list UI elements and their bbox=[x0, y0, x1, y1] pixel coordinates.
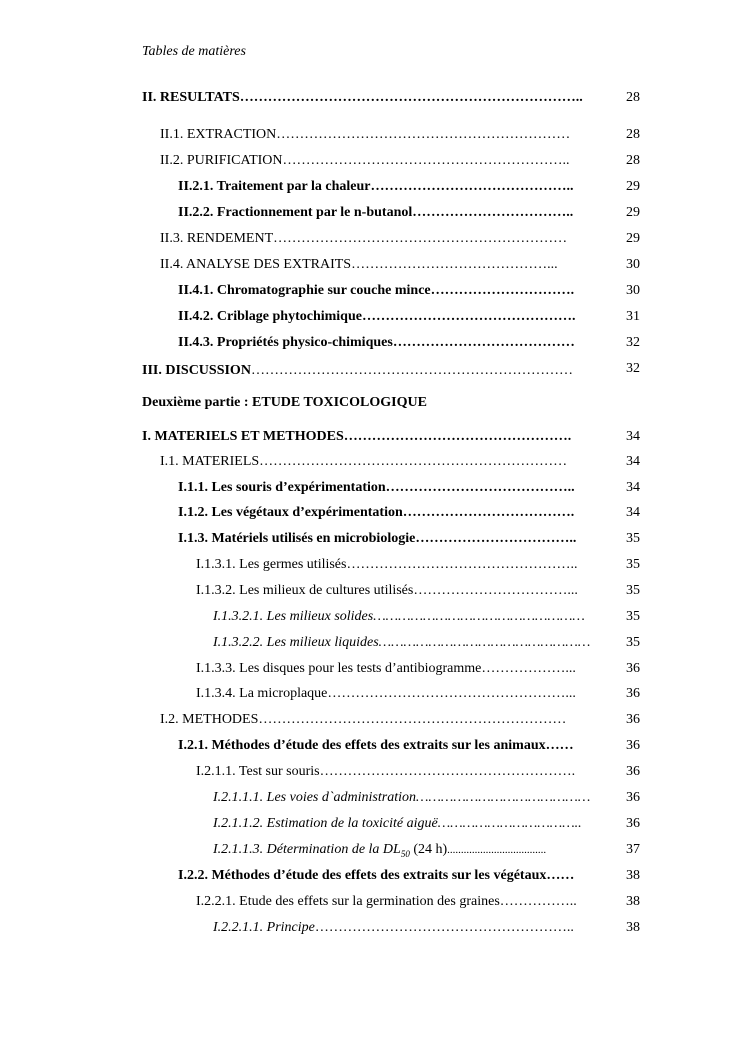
toc-entry bbox=[213, 608, 604, 626]
toc-entry-title: I.2.1. Méthodes d’étude des effets des extraits sur les animaux bbox=[178, 738, 546, 753]
toc-entry bbox=[178, 282, 604, 300]
toc-page-number: 36 bbox=[626, 816, 640, 831]
toc-entry-title: I.1.3.2.1. Les milieux solides bbox=[213, 609, 374, 624]
toc-entry-title: II.4.1. Chromatographie sur couche mince bbox=[178, 283, 431, 298]
toc-entry-leader: …………………………….. bbox=[415, 531, 577, 546]
toc-entry bbox=[178, 204, 604, 222]
toc-page-number: 34 bbox=[626, 429, 640, 444]
part-heading: Deuxième partie : ETUDE TOXICOLOGIQUE bbox=[142, 395, 427, 410]
toc-entry-leader: ……………………………………………... bbox=[327, 686, 576, 701]
toc-entry-title: II.4. ANALYSE DES EXTRAITS bbox=[160, 257, 352, 272]
toc-entry-title: II.1. EXTRACTION bbox=[160, 127, 277, 142]
toc-page-number: 28 bbox=[626, 153, 640, 168]
toc-entry-leader: ……………………………………………………… bbox=[276, 127, 571, 142]
toc-page-number: 35 bbox=[626, 609, 640, 624]
toc-entry-leader: .................................... bbox=[447, 844, 547, 856]
toc-entry-leader: …………….. bbox=[499, 894, 577, 909]
toc-entry-title: II.2. PURIFICATION bbox=[160, 153, 283, 168]
toc-entry-title-suffix: (24 h) bbox=[409, 842, 448, 857]
toc-entry-title: I.1.2. Les végétaux d’expérimentation bbox=[178, 505, 403, 520]
toc-page-number: 35 bbox=[626, 531, 640, 546]
toc-entry bbox=[178, 504, 604, 522]
toc-entry-title: I.2.1.1.1. Les voies d`administration bbox=[213, 790, 416, 805]
toc-entry bbox=[213, 634, 604, 652]
toc-entry-title: II.4.2. Criblage phytochimique bbox=[178, 309, 362, 324]
toc-page-number: 38 bbox=[626, 920, 640, 935]
toc-entry-leader: ………………………………. bbox=[402, 505, 575, 520]
toc-entry-title: I.1.3.1. Les germes utilisés bbox=[196, 557, 347, 572]
toc-page-number: 32 bbox=[626, 335, 640, 350]
toc-page-number: 38 bbox=[626, 894, 640, 909]
toc-entry-leader: …………………………….. bbox=[437, 816, 582, 831]
toc-page-number: 30 bbox=[626, 257, 640, 272]
toc-entry-leader: ………………………………….. bbox=[385, 480, 575, 495]
toc-entry bbox=[142, 362, 604, 380]
toc-entry-title: I.2.2. Méthodes d’étude des effets des extraits sur les végétaux bbox=[178, 868, 547, 883]
toc-page-number: 34 bbox=[626, 454, 640, 469]
toc-entry-leader: ………………………………………. bbox=[361, 309, 576, 324]
toc-entry bbox=[213, 919, 604, 937]
toc-entry bbox=[160, 453, 604, 471]
toc-entry-leader: ………………... bbox=[481, 661, 576, 676]
toc-entry-title: II.2.2. Fractionnement par le n-butanol bbox=[178, 205, 413, 220]
toc-entry-leader: ………………………………………………. bbox=[319, 764, 576, 779]
toc-entry-title: I.2.2.1. Etude des effets sur la germination des graines bbox=[196, 894, 500, 909]
toc-entry-leader: …………………………………………. bbox=[343, 429, 572, 444]
toc-entry-leader: …… bbox=[546, 868, 575, 883]
toc-entry bbox=[213, 789, 604, 807]
toc-entry-title: I.1.1. Les souris d’expérimentation bbox=[178, 480, 386, 495]
toc-entry bbox=[160, 152, 604, 170]
toc-page-number: 36 bbox=[626, 764, 640, 779]
toc-entry bbox=[196, 685, 604, 703]
toc-page-number: 37 bbox=[626, 842, 640, 857]
toc-entry bbox=[160, 230, 600, 248]
toc-entry bbox=[142, 89, 604, 107]
toc-entry-title: I.1. MATERIELS bbox=[160, 454, 260, 469]
toc-entry-title: I.1.3.3. Les disques pour les tests d’antibiogramme bbox=[196, 661, 482, 676]
toc-entry-leader: ……………………………... bbox=[413, 583, 578, 598]
toc-page-number: 34 bbox=[626, 480, 640, 495]
toc-entry-leader: …………………………………………… bbox=[378, 635, 591, 650]
toc-entry-title: II.3. RENDEMENT bbox=[160, 231, 274, 246]
toc-entry-title: I. MATERIELS ET METHODES bbox=[142, 429, 344, 444]
toc-entry-leader: ………………………………… bbox=[392, 335, 575, 350]
toc-page-number: 36 bbox=[626, 661, 640, 676]
toc-entry-title: I.2.2.1.1. Principe bbox=[213, 920, 315, 935]
toc-entry bbox=[196, 893, 604, 911]
toc-entry-leader: …………………………………………………….. bbox=[282, 153, 570, 168]
toc-entry bbox=[196, 556, 604, 574]
toc-entry-title: III. DISCUSSION bbox=[142, 363, 251, 378]
toc-entry bbox=[196, 582, 604, 600]
toc-page-number: 38 bbox=[626, 868, 640, 883]
toc-entry-leader: …………………………………….. bbox=[370, 179, 574, 194]
toc-entry-title: I.2.1.1.2. Estimation de la toxicité aiguë bbox=[213, 816, 438, 831]
toc-page-number: 36 bbox=[626, 738, 640, 753]
toc-entry bbox=[178, 867, 604, 885]
toc-page-number: 31 bbox=[626, 309, 640, 324]
toc-entry-title bbox=[213, 842, 410, 857]
toc-page-number: 36 bbox=[626, 790, 640, 805]
toc-entry-title: II. RESULTATS bbox=[142, 90, 240, 105]
toc-page-number: 36 bbox=[626, 686, 640, 701]
toc-entry-leader: …………………………. bbox=[430, 283, 575, 298]
toc-entry-title: II.4.3. Propriétés physico-chimiques bbox=[178, 335, 393, 350]
toc-entry bbox=[160, 256, 604, 274]
toc-page-number: 28 bbox=[626, 127, 640, 142]
toc-entry-leader: ……………………………………………….. bbox=[314, 920, 574, 935]
toc-page-number: 29 bbox=[626, 179, 640, 194]
toc-entry-leader: …………………………………… bbox=[416, 790, 591, 805]
toc-page-number: 30 bbox=[626, 283, 640, 298]
page-header: Tables de matières bbox=[142, 44, 246, 59]
toc-entry-leader: ………………………………………………………… bbox=[259, 454, 568, 469]
toc-entry-subscript: 50 bbox=[400, 848, 410, 859]
toc-page-number: 35 bbox=[626, 635, 640, 650]
toc-entry-leader: …………………………….. bbox=[412, 205, 574, 220]
toc-entry bbox=[160, 711, 600, 729]
toc-entry bbox=[178, 479, 604, 497]
toc-entry bbox=[178, 178, 604, 196]
toc-page-number: 36 bbox=[626, 712, 640, 727]
toc-page-number: 35 bbox=[626, 557, 640, 572]
toc-entry bbox=[178, 334, 604, 352]
toc-page-number: 29 bbox=[626, 205, 640, 220]
toc-entry-title: I.2.1.1. Test sur souris bbox=[196, 764, 320, 779]
toc-entry-title-part: I.2.1.1.3. Détermination de la DL bbox=[213, 842, 401, 857]
toc-entry-leader: ………………………………………………………… bbox=[258, 712, 567, 727]
toc-entry-leader: ……………………………………………………………….. bbox=[239, 90, 583, 105]
toc-page-number: 32 bbox=[626, 361, 640, 376]
toc-page-number: 28 bbox=[626, 90, 640, 105]
toc-entry bbox=[142, 428, 604, 446]
toc-entry bbox=[196, 660, 604, 678]
toc-entry bbox=[178, 737, 604, 755]
toc-entry-leader: ………………………………………….. bbox=[346, 557, 578, 572]
toc-entry-title: I.1.3.4. La microplaque bbox=[196, 686, 328, 701]
toc-entry bbox=[213, 841, 604, 859]
toc-page-number: 29 bbox=[626, 231, 640, 246]
toc-entry-title: I.1.3. Matériels utilisés en microbiologie bbox=[178, 531, 416, 546]
toc-entry-title: II.2.1. Traitement par la chaleur bbox=[178, 179, 371, 194]
toc-entry-leader: ……………………………………………………… bbox=[273, 231, 568, 246]
toc-entry bbox=[196, 763, 604, 781]
toc-entry-leader: …………………………………………… bbox=[373, 609, 585, 624]
toc-entry bbox=[178, 308, 604, 326]
toc-entry-title: I.2. METHODES bbox=[160, 712, 259, 727]
toc-entry-leader: …………………………………………………………… bbox=[250, 363, 573, 378]
toc-page-number: 34 bbox=[626, 505, 640, 520]
toc-entry bbox=[178, 530, 604, 548]
toc-entry-leader: ……………………………………... bbox=[351, 257, 558, 272]
toc-entry-leader: …… bbox=[545, 738, 574, 753]
toc-entry bbox=[213, 815, 604, 833]
toc-entry bbox=[160, 126, 600, 144]
toc-entry-title: I.1.3.2.2. Les milieux liquides bbox=[213, 635, 379, 650]
toc-page-number: 35 bbox=[626, 583, 640, 598]
toc-entry-title: I.1.3.2. Les milieux de cultures utilisés bbox=[196, 583, 414, 598]
